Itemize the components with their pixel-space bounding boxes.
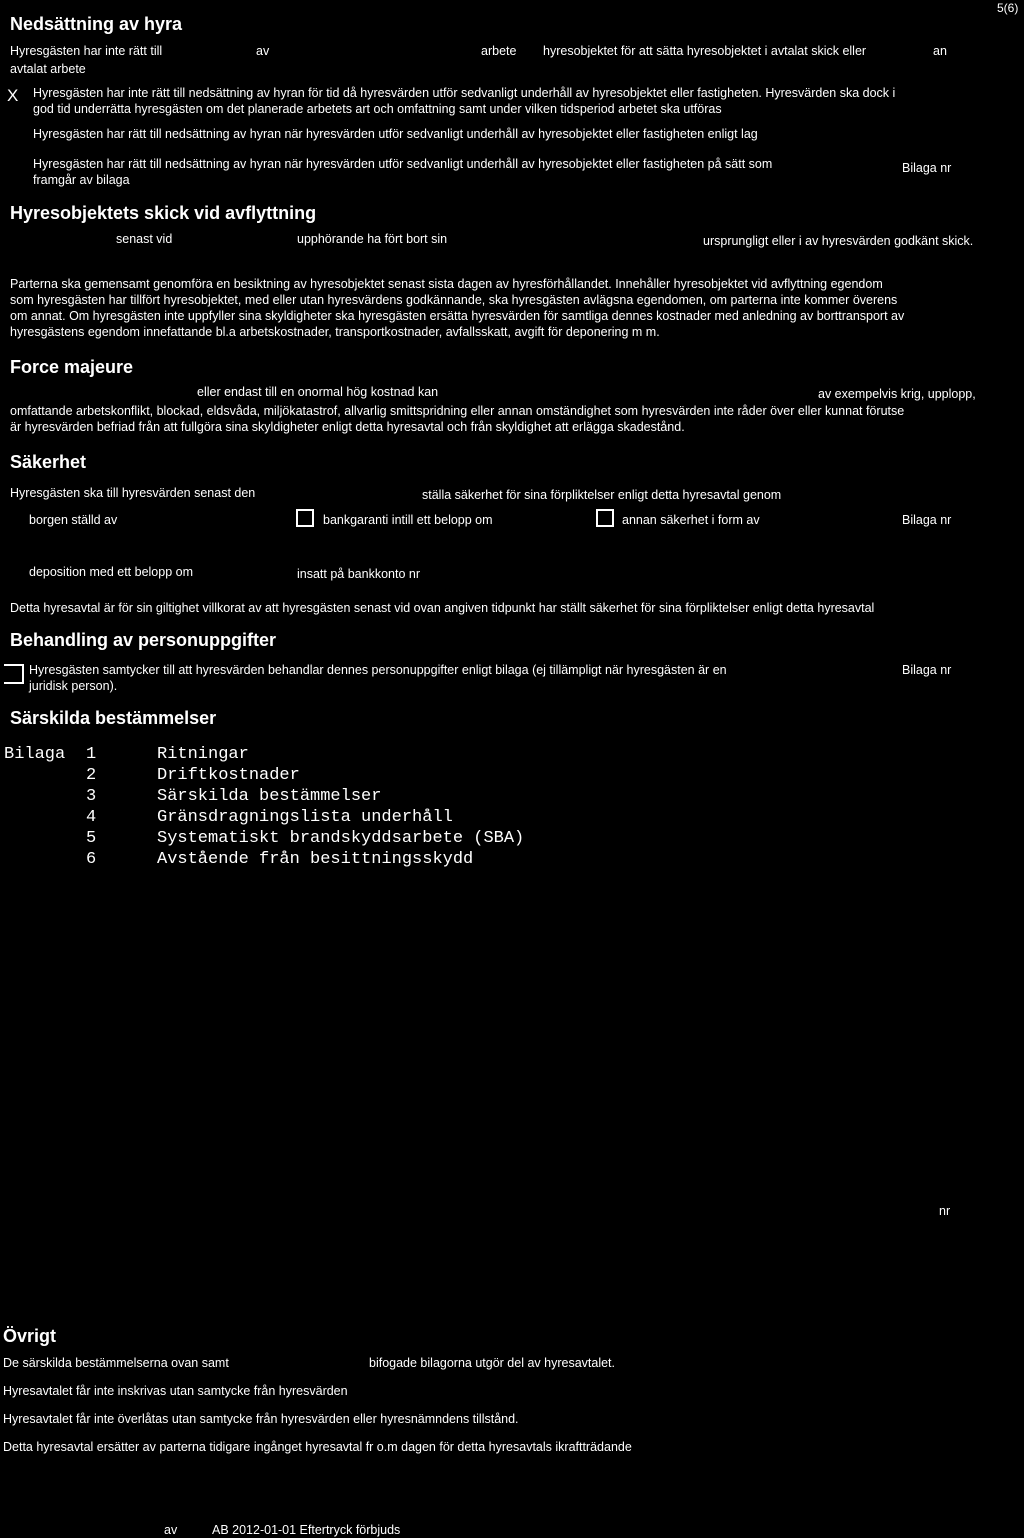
skick-paragraph-line3: om annat. Om hyresgästen inte uppfyller sina skyldigheter ska hyresgästen ersätta hyresvärden för samtliga dennes kostnader med anledning av borttransport av [10, 309, 905, 323]
personuppgifter-line2: juridisk person). [29, 679, 118, 693]
nedsattning-line1-a: Hyresgästen har inte rätt till [10, 44, 163, 58]
section-title-ovrigt: Övrigt [3, 1326, 57, 1346]
annan-sakerhet-label: annan säkerhet i form av [622, 513, 760, 527]
section-title-personuppgifter: Behandling av personuppgifter [10, 630, 277, 650]
section-title-force-majeure: Force majeure [10, 357, 134, 377]
sarskilda-nr-label: nr [939, 1204, 951, 1218]
sakerhet-line1-b: ställa säkerhet för sina förpliktelser enligt detta hyresavtal genom [422, 488, 782, 502]
nedsattning-option3-line1: Hyresgästen har rätt till nedsättning av hyran när hyresvärden utför sedvanligt underhåll av hyresobjektet eller fastigheten på sätt som [33, 157, 773, 171]
section-title-nedsattning: Nedsättning av hyra [10, 14, 183, 34]
footer-av: av [164, 1523, 178, 1537]
bankkonto-label: insatt på bankkonto nr [297, 567, 420, 581]
nedsattning-option1-line1: Hyresgästen har inte rätt till nedsättning av hyran för tid då hyresvärden utför sedvanligt underhåll av hyresobjektet eller fastigheten. Hyresvärden ska dock i [33, 86, 896, 100]
borgen-label: borgen ställd av [29, 513, 118, 527]
bilaga-number: 3 [86, 787, 97, 806]
nedsattning-line1-b: av [256, 44, 270, 58]
bilaga-title: Ritningar [157, 745, 249, 764]
nedsattning-option2: Hyresgästen har rätt till nedsättning av hyran när hyresvärden utför sedvanligt underhåll av hyresobjektet eller fastigheten enligt lag [33, 127, 758, 141]
bilaga-number: 6 [86, 850, 97, 869]
force-line1-a: eller endast till en onormal hög kostnad kan [197, 385, 439, 399]
nedsattning-line1-e: an [933, 44, 947, 58]
bilaga-title: Systematiskt brandskyddsarbete (SBA) [157, 829, 525, 848]
personuppgifter-bilaga-label: Bilaga nr [902, 663, 952, 677]
sakerhet-villkor: Detta hyresavtal är för sin giltighet villkorat av att hyresgästen senast vid ovan angiven tidpunkt har ställt säkerhet för sina förpliktelser enligt detta hyresavtal [10, 601, 875, 615]
skick-paragraph-line4: hyresgästens egendom innefattande bl.a arbetskostnader, transportkostnader, avfallsskatt, avgift för deponering m m. [10, 325, 660, 339]
nedsattning-bilaga-label: Bilaga nr [902, 161, 952, 175]
section-title-skick: Hyresobjektets skick vid avflyttning [10, 203, 317, 223]
bankgaranti-checkbox[interactable] [296, 509, 314, 527]
deposition-label: deposition med ett belopp om [29, 565, 193, 579]
force-line3: är hyresvärden befriad från att fullgöra sina skyldigheter enligt detta hyresavtal och från skyldighet att erlägga skadestånd. [10, 420, 685, 434]
sakerhet-line1-a: Hyresgästen ska till hyresvärden senast den [10, 486, 256, 500]
ovrigt-line2: Hyresavtalet får inte inskrivas utan samtycke från hyresvärden [3, 1384, 348, 1398]
personuppgifter-checkbox[interactable] [4, 664, 24, 684]
page-number: 5(6) [997, 1, 1019, 15]
bilaga-number: 2 [86, 766, 97, 785]
bilaga-title: Avstående från besittningsskydd [157, 850, 474, 869]
checked-x-icon[interactable]: X [7, 86, 19, 105]
nedsattning-line1-2: avtalat arbete [10, 62, 86, 76]
bilaga-number: 4 [86, 808, 97, 827]
bankgaranti-label: bankgaranti intill ett belopp om [323, 513, 493, 527]
nedsattning-option3-line2: framgår av bilaga [33, 173, 130, 187]
nedsattning-line1-d: hyresobjektet för att sätta hyresobjektet i avtalat skick eller [543, 44, 867, 58]
personuppgifter-line1: Hyresgästen samtycker till att hyresvärden behandlar dennes personuppgifter enligt bilaga (ej tillämpligt när hyresgästen är en [29, 663, 727, 677]
skick-paragraph-line2: som hyresgästen har tillfört hyresobjektet, med eller utan hyresvärdens godkännande, ska hyresgästen avlägsna egendomen, om parterna inte kommer överens [10, 293, 898, 307]
footer-copyright: AB 2012-01-01 Eftertryck förbjuds [212, 1523, 401, 1537]
bilaga-number: 1 [86, 745, 97, 764]
ovrigt-line1-b: bifogade bilagorna utgör del av hyresavtalet. [369, 1356, 615, 1370]
bilaga-number: 5 [86, 829, 97, 848]
bilaga-title: Driftkostnader [157, 766, 300, 785]
skick-line1-a: senast vid [116, 232, 173, 246]
bilaga-title: Särskilda bestämmelser [157, 787, 382, 806]
annan-sakerhet-checkbox[interactable] [596, 509, 614, 527]
sakerhet-bilaga-label: Bilaga nr [902, 513, 952, 527]
ovrigt-line1-a: De särskilda bestämmelserna ovan samt [3, 1356, 229, 1370]
nedsattning-option1-line2: god tid underrätta hyresgästen om det planerade arbetets art och omfattning samt under vilken tidsperiod arbetet ska utföras [33, 102, 722, 116]
skick-paragraph-line1: Parterna ska gemensamt genomföra en besiktning av hyresobjektet senast sista dagen av hyresförhållandet. Innehåller hyresobjektet vid avflyttning egendom [10, 277, 883, 291]
skick-line1-b: upphörande ha fört bort sin [297, 232, 448, 246]
nedsattning-line1-c: arbete [481, 44, 517, 58]
ovrigt-line4: Detta hyresavtal ersätter av parterna tidigare ingånget hyresavtal fr o.m dagen för detta hyresavtals ikraftträdande [3, 1440, 632, 1454]
force-line1-b: av exempelvis krig, upplopp, [818, 387, 976, 401]
section-title-sarskilda: Särskilda bestämmelser [10, 708, 217, 728]
ovrigt-line3: Hyresavtalet får inte överlåtas utan samtycke från hyresvärden eller hyresnämndens tillstånd. [3, 1412, 519, 1426]
skick-line1-c: ursprungligt eller i av hyresvärden godkänt skick. [703, 234, 974, 248]
section-title-sakerhet: Säkerhet [10, 452, 87, 472]
bilaga-title: Gränsdragningslista underhåll [157, 808, 453, 827]
bilaga-list-label: Bilaga [4, 745, 66, 764]
force-line2: omfattande arbetskonflikt, blockad, eldsvåda, miljökatastrof, allvarlig smittspridning eller annan omständighet som hyresvärden inte råder över eller kunnat förutse [10, 404, 905, 418]
